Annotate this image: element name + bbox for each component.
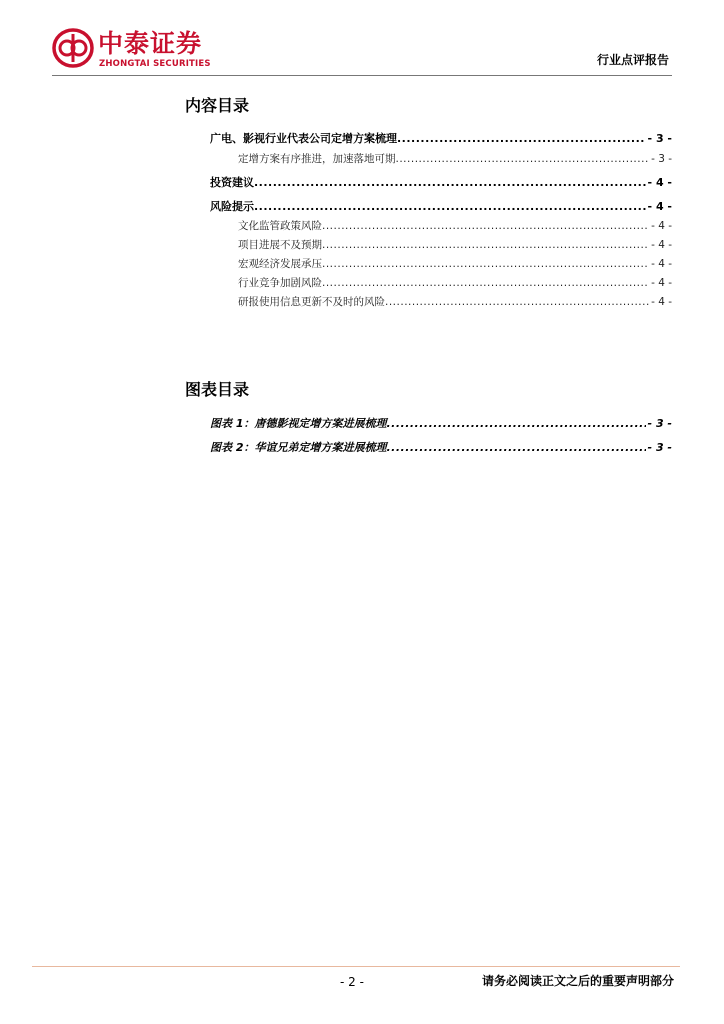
toc-item-label: 行业竞争加剧风险 <box>238 277 322 289</box>
toc-item-page: - 4 - <box>651 258 672 270</box>
figure-item[interactable] <box>210 412 672 436</box>
toc-item-label: 风险提示 <box>210 200 254 213</box>
toc-item-page: - 4 - <box>651 220 672 232</box>
page-number: - 2 - <box>340 975 364 989</box>
toc-item-page: - 3 - <box>651 153 672 165</box>
toc-item[interactable] <box>210 254 672 274</box>
figure-item-label: 图表 2：华谊兄弟定增方案进展梳理 <box>210 441 387 454</box>
contents-list <box>210 129 672 312</box>
toc-item[interactable] <box>210 129 672 149</box>
contents-title: 内容目录 <box>185 96 250 115</box>
toc-item-label: 广电、影视行业代表公司定增方案梳理 <box>210 132 397 145</box>
footer-divider <box>32 966 680 967</box>
toc-item-page: - 4 - <box>647 200 672 213</box>
figures-list <box>210 412 672 460</box>
page-header <box>0 0 724 80</box>
toc-item-label: 投资建议 <box>210 176 254 189</box>
toc-item[interactable] <box>210 173 672 193</box>
toc-item-page: - 3 - <box>647 132 672 145</box>
toc-item[interactable] <box>210 197 672 217</box>
toc-item[interactable] <box>210 292 672 312</box>
figure-item[interactable] <box>210 436 672 460</box>
toc-item[interactable] <box>210 149 672 169</box>
toc-item[interactable] <box>210 216 672 236</box>
toc-item-label: 定增方案有序推进，加速落地可期 <box>238 153 396 165</box>
figure-item-label: 图表 1：唐德影视定增方案进展梳理 <box>210 417 387 430</box>
brand-name-cn: 中泰证券 <box>98 29 203 58</box>
toc-item-label: 文化监管政策风险 <box>238 220 322 232</box>
zhongtai-logo-icon <box>52 28 98 68</box>
toc-item-page: - 4 - <box>651 296 672 308</box>
toc-item-label: 研报使用信息更新不及时的风险 <box>238 296 385 308</box>
toc-item-page: - 4 - <box>651 239 672 251</box>
toc-item-page: - 4 - <box>651 277 672 289</box>
toc-item-label: 宏观经济发展承压 <box>238 258 322 270</box>
toc-item-page: - 4 - <box>647 176 672 189</box>
figure-item-page: - 3 - <box>647 417 672 430</box>
footer-disclaimer: 请务必阅读正文之后的重要声明部分 <box>481 974 674 988</box>
brand-name-en: ZHONGTAI SECURITIES <box>99 59 211 69</box>
toc-item[interactable] <box>210 235 672 255</box>
figures-title: 图表目录 <box>185 380 250 399</box>
header-divider <box>52 75 672 76</box>
toc-item[interactable] <box>210 273 672 293</box>
toc-item-label: 项目进展不及预期 <box>238 239 322 251</box>
report-type: 行业点评报告 <box>596 53 669 67</box>
figure-item-page: - 3 - <box>647 441 672 454</box>
